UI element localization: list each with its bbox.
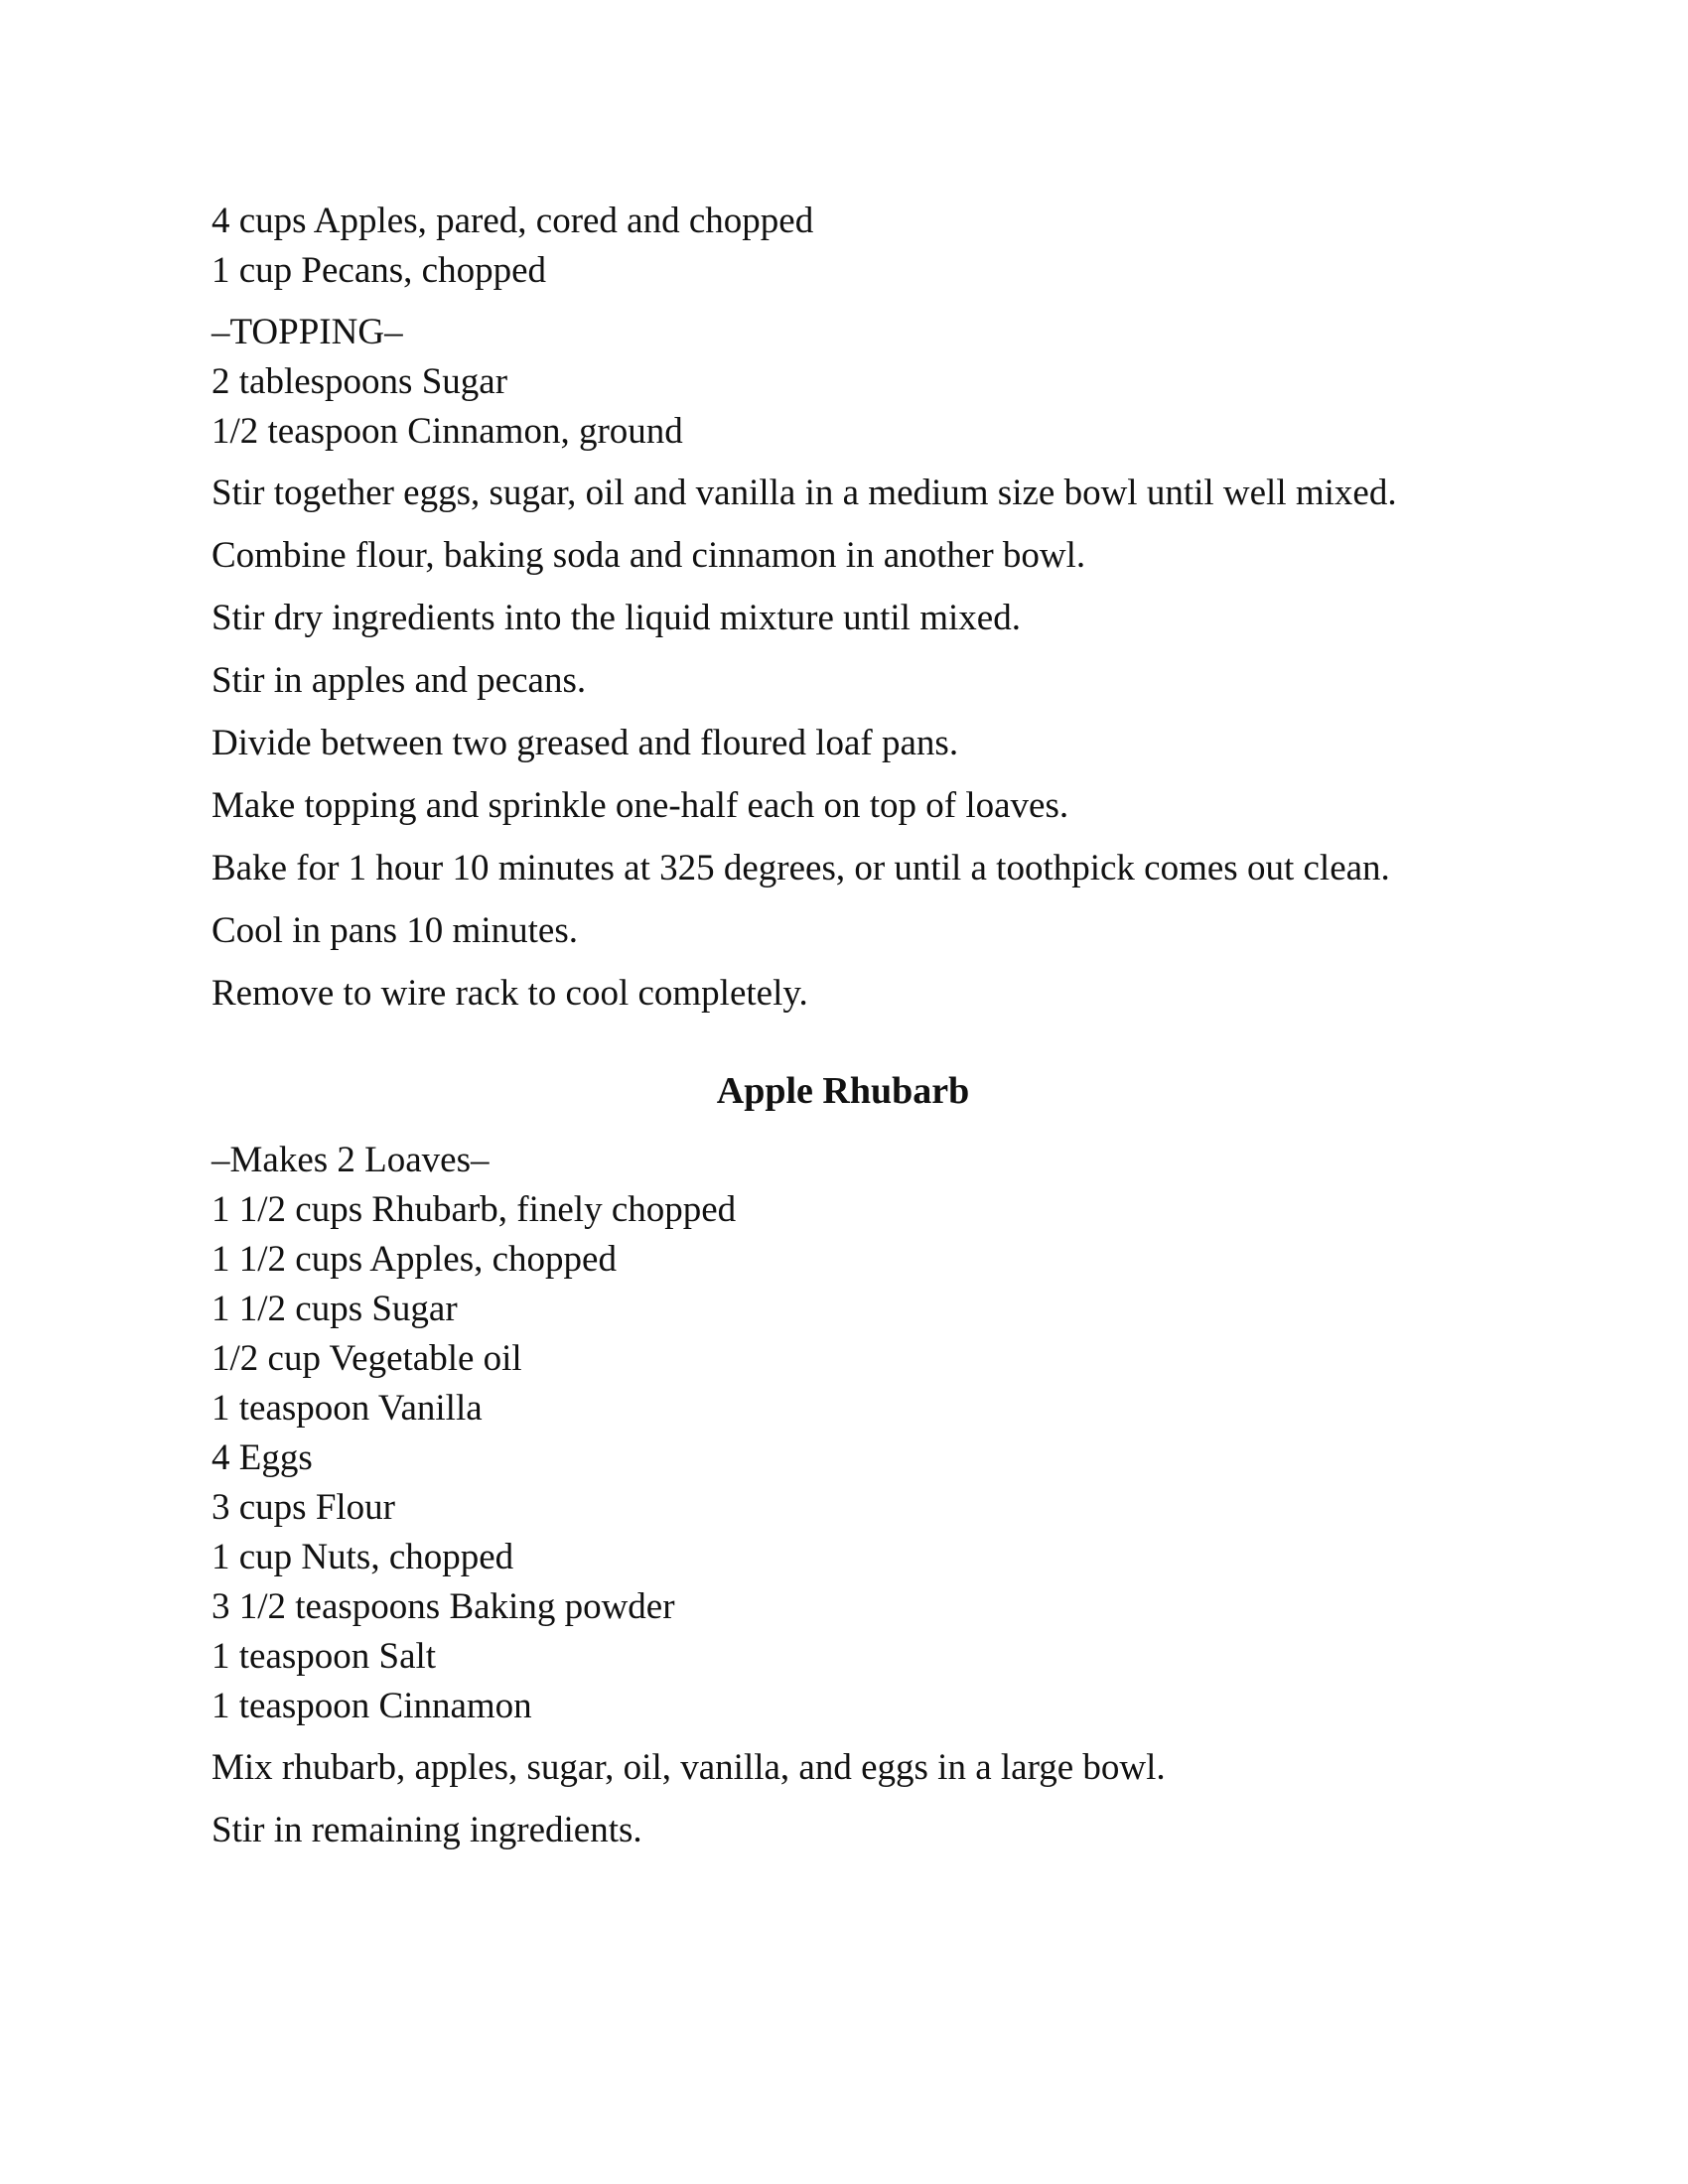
instruction-step: Mix rhubarb, apples, sugar, oil, vanilla, and eggs in a large bowl. <box>211 1747 1166 1788</box>
topping-line: 1/2 teaspoon Cinnamon, ground <box>211 411 683 452</box>
ingredient-line: 1 cup Nuts, chopped <box>211 1537 514 1577</box>
ingredient-line: 4 Eggs <box>211 1437 313 1478</box>
ingredient-line: 3 1/2 teaspoons Baking powder <box>211 1586 675 1627</box>
ingredient-line: 1 cup Pecans, chopped <box>211 250 547 291</box>
recipe-page <box>211 197 1482 1855</box>
instruction-step: Combine flour, baking soda and cinnamon in another bowl. <box>211 535 1086 576</box>
recipe-title: Apple Rhubarb <box>716 1070 970 1112</box>
ingredient-line: 1 teaspoon Vanilla <box>211 1388 483 1429</box>
ingredient-line: 1 1/2 cups Apples, chopped <box>211 1239 617 1280</box>
instruction-step: Stir in remaining ingredients. <box>211 1810 642 1850</box>
instruction-step: Stir in apples and pecans. <box>211 660 587 701</box>
topping-line: 2 tablespoons Sugar <box>211 361 508 402</box>
ingredient-line: 1 teaspoon Salt <box>211 1636 437 1677</box>
instruction-step: Make topping and sprinkle one-half each on top of loaves. <box>211 785 1069 826</box>
instruction-step: Stir together eggs, sugar, oil and vanilla in a medium size bowl until well mixed. <box>211 473 1397 513</box>
instruction-step: Cool in pans 10 minutes. <box>211 910 578 951</box>
instruction-step: Stir dry ingredients into the liquid mixture until mixed. <box>211 598 1021 638</box>
recipe-yield: –Makes 2 Loaves– <box>211 1140 490 1180</box>
ingredient-line: 3 cups Flour <box>211 1487 395 1528</box>
instruction-step: Bake for 1 hour 10 minutes at 325 degrees, or until a toothpick comes out clean. <box>211 848 1390 888</box>
topping-label: –TOPPING– <box>211 312 403 352</box>
ingredient-line: 1 1/2 cups Sugar <box>211 1289 458 1329</box>
ingredient-line: 1/2 cup Vegetable oil <box>211 1338 522 1379</box>
ingredient-line: 4 cups Apples, pared, cored and chopped <box>211 201 814 241</box>
ingredient-line: 1 1/2 cups Rhubarb, finely chopped <box>211 1189 737 1230</box>
ingredient-line: 1 teaspoon Cinnamon <box>211 1686 532 1726</box>
instruction-step: Remove to wire rack to cool completely. <box>211 973 808 1014</box>
instruction-step: Divide between two greased and floured loaf pans. <box>211 723 959 763</box>
